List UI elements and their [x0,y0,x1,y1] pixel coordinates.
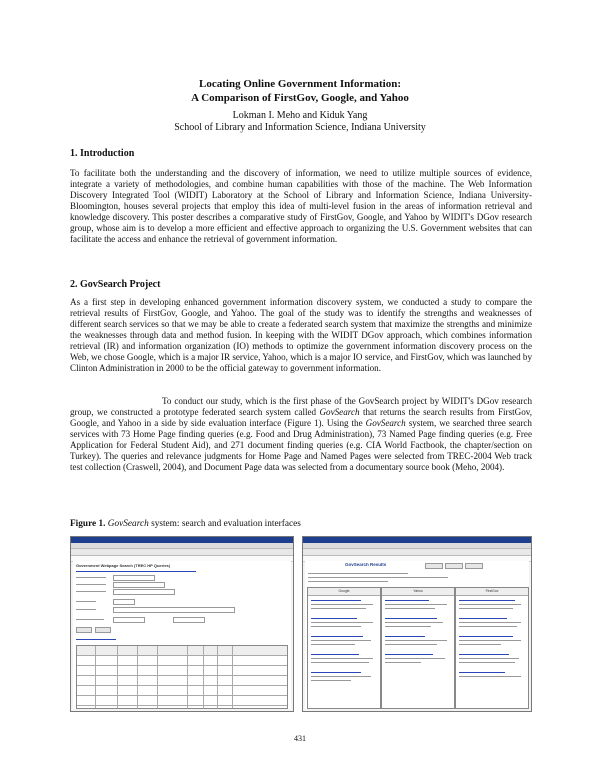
section1-heading: 1. Introduction [70,148,135,159]
section1-body: To facilitate both the understanding and the discovery of information, we need to utilize multiple sources of evidence, integrate a variety of methodologies, and combine human capabilities with those of the machine. The Web Information Discovery Integrated Tool (WIDIT) Laboratory at the School of Library and Information Science, Indiana University-Bloomington, houses several projects that employ this idea of multi-level fusion in the areas of information retrieval and knowledge discovery. This poster describes a comparative study of FirstGov, Google, and Yahoo by WIDIT's DGov research group, whose aim is to develop a more efficient and effective approach to organizing the U.S. Government websites that can facilitate the access and enhance the retrieval of government information. [70,168,532,245]
section2-para1: As a first step in developing enhanced government information discovery system, we conducted a study to compare the retrieval results of FirstGov, Google, and Yahoo. The goal of the study was to identify the strengths and weaknesses of different search services so that we may be able to create a federated search system that maximize the strengths and minimize the weaknesses through data and method fusion. In keeping with the WIDIT DGov approach, which combines information retrieval (IR) and information organization (IO) methods to optimize the government information discovery process on the Web, we chose Google, which is a major IR service, Yahoo, which is a major IO service, and FirstGov, which was launched by Clinton Administration in 2000 to be the official gateway to government information. [70,297,532,374]
section2-heading: 2. GovSearch Project [70,279,161,290]
para2-text-a: To conduct our study, which is the first phase of the GovSearch project by WIDIT's DGov research group, we constructed a prototype federated search system called [70,396,532,418]
left-panel-title: Government Webpage Search (TREC HP Queries) [76,564,171,568]
paper-title-line2: A Comparison of FirstGov, Google, and Yahoo [191,92,409,104]
paper-title-line1: Locating Online Government Information: [199,78,401,90]
para2-govsearch-2: GovSearch [365,418,406,429]
figure-caption-govsearch: GovSearch [107,519,149,529]
evaluation-interface-screenshot [302,536,532,712]
section2-para2 [70,396,532,473]
figure-caption-rest: system: search and evaluation interfaces [148,519,301,529]
right-panel-title: GovSearch Results [345,563,387,567]
authors: Lokman I. Meho and Kiduk Yang [232,110,368,121]
page-number: 431 [294,734,306,743]
para2-text-b: that returns the search results from FirstGov, Google, and Yahoo in a side by side evaluation interface (Figure 1). Using the [70,407,532,429]
google-column-header: Google [338,589,350,593]
affiliation: School of Library and Information Science, Indiana University [174,122,426,133]
firstgov-column-header: FirstGov [485,589,499,593]
para2-text-c: system, we searched three search services with 73 Home Page finding queries (e.g. Food and Drug Administration), 73 Named Page finding queries (e.g. Free Application for Federal Student Aid), and 271 document finding queries (e.g. CIA World Factbook, the chapter/section on Turkey). The queries and relevance judgments for Home Page and Named Pages were selected from TREC-2004 Web track test collection (Craswell, 2004), and Document Page data was selected from a documentary source book (Meho, 2004). [70,418,532,473]
yahoo-column-header: Yahoo [413,589,423,593]
figure-label: Figure 1. [70,519,106,529]
figure-caption [70,518,301,530]
search-interface-screenshot [70,536,294,712]
para2-govsearch-1: GovSearch [319,407,360,418]
